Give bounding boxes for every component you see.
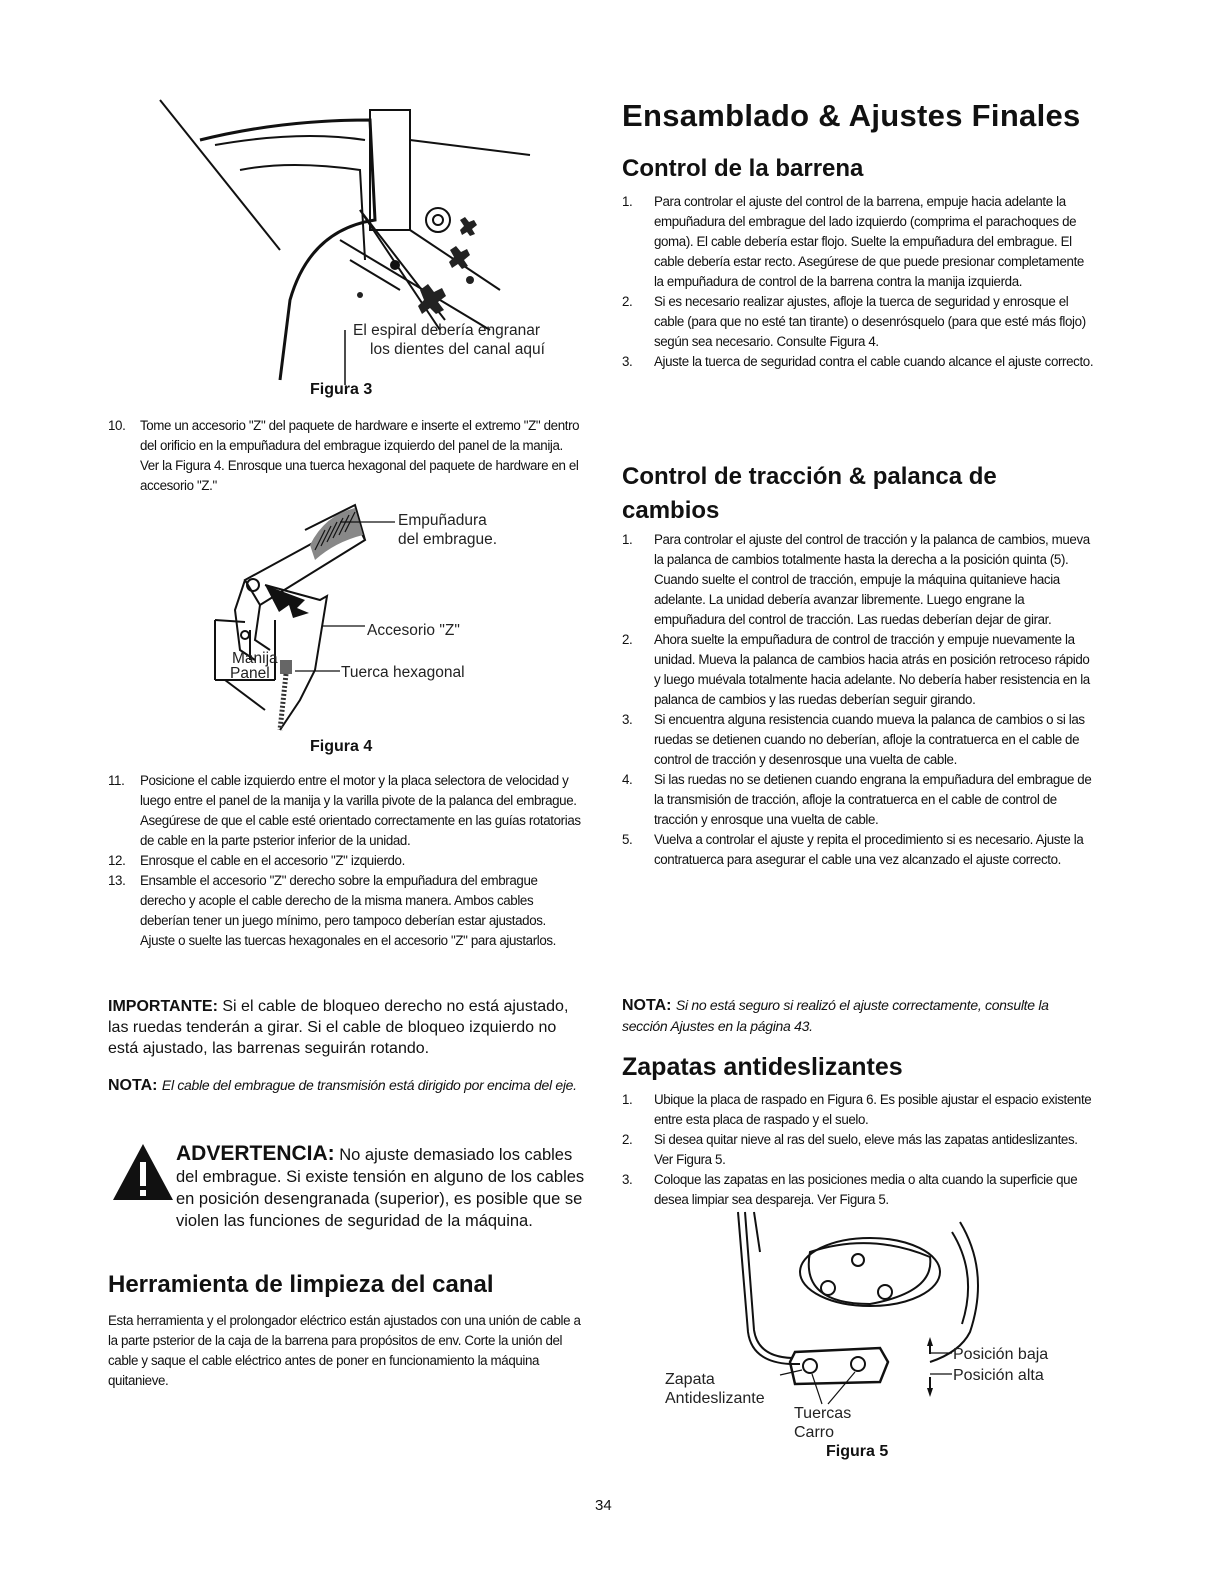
figure-4-caption: Figura 4 xyxy=(310,738,373,755)
step-text: Si encuentra alguna resistencia cuando mueva la palanca de cambios o si las ruedas se detienen cuando no deberían, afloje la contratuerca en el cable de control de tracción y desenrosque una vuelta de cable. xyxy=(653,712,1085,768)
step-number: 1. xyxy=(622,1092,633,1108)
traccion-heading-line-2: cambios xyxy=(622,497,720,524)
list-item xyxy=(622,530,1097,630)
list-item xyxy=(108,851,583,871)
traccion-steps-list xyxy=(622,530,1097,870)
figure-5-caption: Figura 5 xyxy=(826,1443,889,1460)
step-text: Coloque las zapatas en las posiciones media o alta cuando la superficie que desea limpiar sea despareja. Ver Figura 5. xyxy=(653,1172,1078,1208)
figure-5-label-high: Posición alta xyxy=(953,1367,1044,1384)
step-text: Si es necesario realizar ajustes, afloje la tuerca de seguridad y enrosque el cable (para que no esté tan tirante) o desenrósquelo (para que esté más flojo) según sea necesario. Consulte Figura 4. xyxy=(653,294,1086,350)
list-item xyxy=(622,1130,1097,1170)
herramienta-text: Esta herramienta y el prolongador eléctrico están ajustados con una unión de cable a la parte psterior de la caja de la barrena para propósitos de env. Corte la unión del cable y saque el cable eléctrico antes de poner en funcionamiento la máquina quitanieve. xyxy=(108,1313,581,1389)
step-text: Ahora suelte la empuñadura de control de tracción y empuje nuevamente la unidad. Mueva la palanca de cambios hacia atrás en posición retroceso rápido y luego muévala totalmente hacia adelante. No debería haber resistencia en la palanca de cambios y las ruedas deberían seguir girando. xyxy=(653,632,1090,708)
step-text: Para controlar el ajuste del control de tracción y la palanca de cambios, mueva la palanca de cambios totalmente hasta la derecha a la posición quinta (5). Cuando suelte el control de tracción, empuje la máquina quitanieve hacia adelante. La unidad debería avanzar libremente. Luego engrane la empuñadura del control de tracción. Las ruedas deberían dejar de girar. xyxy=(653,532,1090,628)
step-number: 10. xyxy=(108,418,126,434)
zapatas-heading: Zapatas antideslizantes xyxy=(622,1053,903,1081)
step-text: Si desea quitar nieve al ras del suelo, eleve más las zapatas antideslizantes. Ver Figura 5. xyxy=(653,1132,1078,1168)
importante-paragraph xyxy=(108,996,578,1059)
figure-4-label-grip-line-2: del embrague. xyxy=(398,531,498,548)
figure-4-label-z: Accesorio "Z" xyxy=(367,622,460,639)
list-item xyxy=(108,416,583,496)
figure-4-label-grip-line-1: Empuñadura xyxy=(398,512,487,529)
advertencia-paragraph xyxy=(176,1143,588,1232)
step-number: 3. xyxy=(622,354,633,370)
step-text: Tome un accesorio "Z" del paquete de hardware e inserte el extremo "Z" dentro del orificio en la empuñadura del embrague izquierdo del panel de la manija. Ver la Figura 4. Enrosque una tuerca hexagonal del paquete de hardware en el accesorio "Z." xyxy=(139,418,580,494)
figure-4-label-nut: Tuerca hexagonal xyxy=(341,664,465,681)
list-item xyxy=(622,192,1097,292)
list-item xyxy=(622,292,1097,352)
nota-right-paragraph xyxy=(622,995,1092,1037)
list-item xyxy=(108,871,583,951)
figure-4-label-grip xyxy=(398,511,497,549)
list-item xyxy=(622,830,1097,870)
nota-left-paragraph xyxy=(108,1075,578,1096)
step-text: Ajuste la tuerca de seguridad contra el cable cuando alcance el ajuste correcto. xyxy=(653,354,1094,370)
barrena-steps-list xyxy=(622,192,1097,372)
advertencia-text: No ajuste demasiado los cables del embrague. Si existe tensión en alguno de los cables en posición desengranada (superior), es posible que se violen las funciones de seguridad de la máquina. xyxy=(176,1146,585,1230)
list-item xyxy=(622,352,1097,372)
list-item xyxy=(622,1090,1097,1130)
traccion-heading-line-1: Control de tracción & palanca de xyxy=(622,463,997,490)
figure-5-label-shoe-line-2: Antideslizante xyxy=(665,1390,765,1407)
figure-3-callout-line-2: los dientes del canal aquí xyxy=(370,341,545,358)
list-item xyxy=(622,630,1097,710)
herramienta-heading: Herramienta de limpieza del canal xyxy=(108,1271,494,1298)
step-number: 11. xyxy=(108,773,125,789)
step-text: Para controlar el ajuste del control de la barrena, empuje hacia adelante la empuñadura del embrague del lado izquierdo (comprima el parachoques de goma). El cable debería estar flojo. Suelte la empuñadura del embrague. El cable debería estar recto. Asegúrese de que puede presionar completamente la empuñadura de control de la barrena contra la manija izquierda. xyxy=(653,194,1084,290)
nota-left-label: NOTA: xyxy=(108,1077,158,1094)
list-item xyxy=(622,770,1097,830)
nota-right-label: NOTA: xyxy=(622,997,672,1014)
list-item xyxy=(108,771,583,851)
step-number: 5. xyxy=(622,832,633,848)
step-number: 2. xyxy=(622,294,633,310)
steps-11-13-list xyxy=(108,771,583,951)
step-text: Ensamble el accesorio "Z" derecho sobre la empuñadura del embrague derecho y acople el cable derecho de la misma manera. Ambos cables deberían tener un juego mínimo, pero tampoco deberían estar ajustados. Ajuste o suelte las tuercas hexagonales en el accesorio "Z" para ajustarlos. xyxy=(139,873,557,949)
step-text: Si las ruedas no se detienen cuando engrana la empuñadura del embrague de la transmisión de tracción, afloje la contratuerca en el cable de control de tracción y enrosque una vuelta de cable. xyxy=(653,772,1092,828)
step-text: Vuelva a controlar el ajuste y repita el procedimiento si es necesario. Ajuste la contratuerca para asegurar el cable una vez alcanzado el ajuste correcto. xyxy=(653,832,1084,868)
list-item xyxy=(622,1170,1097,1210)
importante-text: Si el cable de bloqueo derecho no está ajustado, las ruedas tenderán a girar. Si el cable de bloqueo izquierdo no está ajustado, las barrenas seguirán rotando. xyxy=(108,998,569,1057)
figure-5-label-nuts xyxy=(794,1404,851,1442)
figure-5-label-nuts-line-2: Carro xyxy=(794,1424,835,1441)
figure-4-illustration xyxy=(215,500,395,740)
figure-4-label-panel-line-2: Panel xyxy=(230,665,270,682)
page-title: Ensamblado & Ajustes Finales xyxy=(622,98,1081,133)
step-number: 3. xyxy=(622,1172,633,1188)
traccion-heading xyxy=(622,462,997,526)
advertencia-label: ADVERTENCIA: xyxy=(176,1142,335,1165)
step-number: 13. xyxy=(108,873,126,889)
step-number: 1. xyxy=(622,532,633,548)
importante-label: IMPORTANTE: xyxy=(108,998,218,1015)
figure-3-callout-line-1: El espiral debería engranar xyxy=(353,322,540,339)
step-number: 12. xyxy=(108,853,126,869)
nota-right-text: Si no está seguro si realizó el ajuste correctamente, consulte la sección Ajustes en la página 43. xyxy=(622,997,1049,1034)
step-number: 2. xyxy=(622,1132,633,1148)
zapatas-steps-list xyxy=(622,1090,1097,1210)
page-number: 34 xyxy=(595,1497,612,1514)
figure-4-label-panel-line-1: Manija xyxy=(232,650,278,667)
step-number: 3. xyxy=(622,712,633,728)
step-number: 4. xyxy=(622,772,633,788)
step-text: Ubique la placa de raspado en Figura 6. Es posible ajustar el espacio existente entre esta placa de raspado y el suelo. xyxy=(653,1092,1092,1128)
list-item xyxy=(622,710,1097,770)
figure-5-label-shoe xyxy=(665,1370,765,1408)
figure-5-label-low: Posición baja xyxy=(953,1346,1049,1363)
step-10-list xyxy=(108,416,583,496)
step-number: 1. xyxy=(622,194,633,210)
step-text: Enrosque el cable en el accesorio "Z" izquierdo. xyxy=(139,853,405,869)
step-number: 2. xyxy=(622,632,633,648)
figure-5-label-shoe-line-1: Zapata xyxy=(665,1371,715,1388)
step-text: Posicione el cable izquierdo entre el motor y la placa selectora de velocidad y luego entre el panel de la manija y la varilla pivote de la palanca del embrague. Asegúrese de que el cable esté orientado correctamente en las guías rotatorias de cable en la parte psterior inferior de la unidad. xyxy=(139,773,581,849)
warning-triangle-icon xyxy=(111,1142,175,1202)
barrena-heading: Control de la barrena xyxy=(622,155,864,182)
figure-3-caption: Figura 3 xyxy=(310,381,373,398)
nota-left-text: El cable del embrague de transmisión está dirigido por encima del eje. xyxy=(161,1077,577,1093)
figure-3-callout xyxy=(353,321,583,359)
figure-4-label-panel xyxy=(220,649,278,683)
figure-5-label-nuts-line-1: Tuercas xyxy=(794,1405,852,1422)
